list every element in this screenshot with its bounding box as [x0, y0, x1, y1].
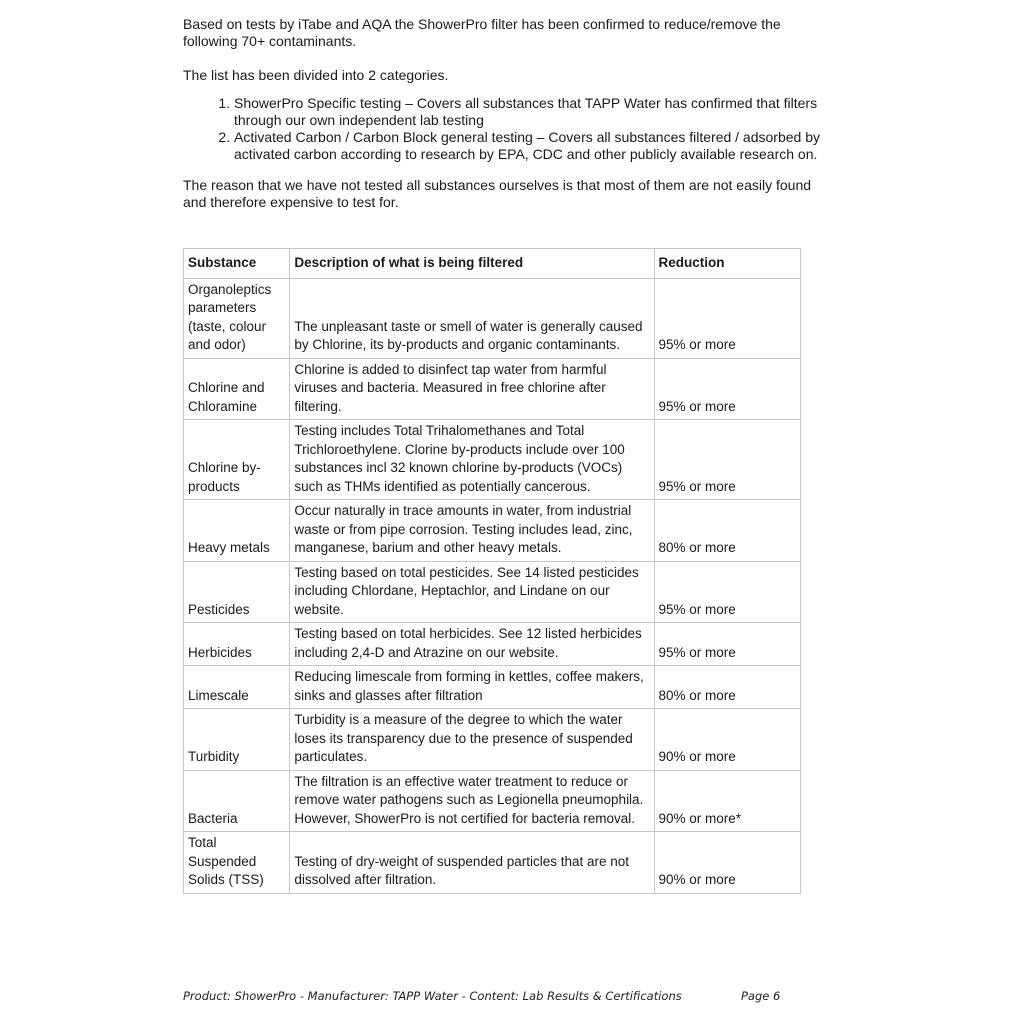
substance-cell: Total Suspended Solids (TSS): [184, 832, 290, 894]
reduction-cell: 95% or more: [654, 278, 800, 358]
page-footer: [183, 989, 823, 1003]
description-cell: Occur naturally in trace amounts in water, from industrial waste or from pipe corrosion. Testing includes lead, zinc, manganese, barium and other heavy metals.: [290, 500, 654, 562]
reduction-cell: 95% or more: [654, 623, 800, 666]
reduction-cell: 95% or more: [654, 561, 800, 623]
substance-cell: Turbidity: [184, 709, 290, 771]
substance-cell: Pesticides: [184, 561, 290, 623]
table-row: [184, 358, 801, 420]
reason-paragraph: The reason that we have not tested all substances ourselves is that most of them are not easily found and therefore expensive to test for.: [183, 177, 812, 210]
reduction-cell: 90% or more: [654, 709, 800, 771]
substance-cell: Bacteria: [184, 770, 290, 832]
list-item: 1. ShowerPro Specific testing – Covers all substances that TAPP Water has confirmed that filters through our own independent lab testing: [234, 95, 823, 129]
substance-cell: Chlorine and Chloramine: [184, 358, 290, 420]
description-cell: Chlorine is added to disinfect tap water from harmful viruses and bacteria. Measured in free chlorine after filtering.: [290, 358, 654, 420]
description-cell: The unpleasant taste or smell of water is generally caused by Chlorine, its by-products and organic contaminants.: [290, 278, 654, 358]
substance-cell: Chlorine by-products: [184, 420, 290, 500]
reduction-cell: 80% or more: [654, 500, 800, 562]
description-cell: Testing based on total herbicides. See 12 listed herbicides including 2,4-D and Atrazine on our website.: [290, 623, 654, 666]
reduction-cell: 80% or more: [654, 666, 800, 709]
reduction-cell: 95% or more: [654, 358, 800, 420]
substance-cell: Organoleptics parameters (taste, colour and odor): [184, 278, 290, 358]
header-reduction: Reduction: [654, 249, 800, 279]
description-cell: Testing includes Total Trihalomethanes and Total Trichloroethylene. Clorine by-products include over 100 substances incl 32 known chlorine by-products (VOCs) such as THMs identified as potentially cancerous.: [290, 420, 654, 500]
reduction-cell: 90% or more: [654, 832, 800, 894]
table-row: [184, 278, 801, 358]
table-header-row: [184, 249, 801, 279]
reduction-cell: 90% or more*: [654, 770, 800, 832]
intro-paragraph: Based on tests by iTabe and AQA the ShowerPro filter has been confirmed to reduce/remove the following 70+ contaminants.: [183, 16, 781, 49]
substance-cell: Limescale: [184, 666, 290, 709]
description-cell: Testing of dry-weight of suspended particles that are not dissolved after filtration.: [290, 832, 654, 894]
page-number: Page 6: [741, 989, 781, 1003]
description-cell: Reducing limescale from forming in kettles, coffee makers, sinks and glasses after filtration: [290, 666, 654, 709]
table-row: [184, 770, 801, 832]
document-page: [183, 16, 823, 894]
categories-list: [183, 95, 823, 163]
reduction-cell: 95% or more: [654, 420, 800, 500]
categories-lead: The list has been divided into 2 categories.: [183, 67, 449, 83]
header-substance: Substance: [184, 249, 290, 279]
table-row: [184, 832, 801, 894]
contaminants-table: [183, 248, 801, 894]
description-cell: Testing based on total pesticides. See 14 listed pesticides including Chlordane, Heptachlor, and Lindane on our website.: [290, 561, 654, 623]
footer-text: Product: ShowerPro - Manufacturer: TAPP Water - Content: Lab Results & Certifications: [183, 989, 682, 1003]
header-description: Description of what is being filtered: [290, 249, 654, 279]
substance-cell: Heavy metals: [184, 500, 290, 562]
list-item: 2. Activated Carbon / Carbon Block general testing – Covers all substances filtered / adsorbed by activated carbon according to research by EPA, CDC and other publicly available research on.: [234, 129, 823, 163]
table-row: [184, 420, 801, 500]
table-row: [184, 561, 801, 623]
description-cell: The filtration is an effective water treatment to reduce or remove water pathogens such as Legionella pneumophila. However, ShowerPro is not certified for bacteria removal.: [290, 770, 654, 832]
table-row: [184, 709, 801, 771]
substance-cell: Herbicides: [184, 623, 290, 666]
table-row: [184, 500, 801, 562]
description-cell: Turbidity is a measure of the degree to which the water loses its transparency due to the presence of suspended particulates.: [290, 709, 654, 771]
table-row: [184, 623, 801, 666]
table-row: [184, 666, 801, 709]
